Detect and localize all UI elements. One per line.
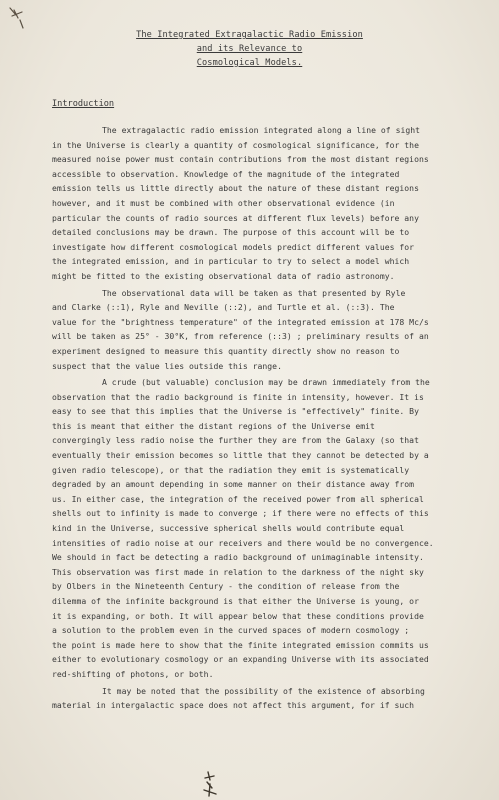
text-line: degraded by an amount depending in some manner on their distance away from xyxy=(52,479,415,490)
document-title xyxy=(0,28,499,70)
text-line: might be fitted to the existing observational data of radio astronomy. xyxy=(52,270,395,281)
text-line: the integrated emission, and in particular to try to select a model which xyxy=(52,256,410,267)
text-line: shells out to infinity is made to converge ; if there were no effects of this xyxy=(52,508,429,519)
text-line: a solution to the problem even in the curved spaces of modern cosmology ; xyxy=(52,625,410,636)
text-line: experiment designed to measure this quantity directly show no reason to xyxy=(52,345,400,356)
ink-mark-bottom xyxy=(196,770,226,798)
text-line: the point is made here to show that the finite integrated emission commits us xyxy=(52,639,429,650)
text-line: particular the counts of radio sources at different flux levels) before any xyxy=(52,212,419,223)
text-line: will be taken as 25° - 30°K, from reference (::3) ; preliminary results of an xyxy=(52,331,429,342)
text-line: A crude (but valuable) conclusion may be drawn immediately from the xyxy=(102,377,430,388)
text-line: intensities of radio noise at our receivers and there would be no convergence. xyxy=(52,537,434,548)
text-line: given radio telescope), or that the radiation they emit is systematically xyxy=(52,464,410,475)
text-line: The observational data will be taken as that presented by Ryle xyxy=(102,287,406,298)
text-line: The extragalactic radio emission integrated along a line of sight xyxy=(102,125,421,135)
text-line: by Olbers in the Nineteenth Century - the condition of release from the xyxy=(52,581,400,592)
section-heading: Introduction xyxy=(52,99,115,109)
text-line: suspect that the value lies outside this range. xyxy=(52,360,282,371)
text-line: It may be noted that the possibility of the existence of absorbing xyxy=(102,685,425,696)
text-line: material in intergalactic space does not affect this argument, for if such xyxy=(52,700,415,711)
title-line-3: Cosmological Models. xyxy=(196,58,303,68)
text-line: kind in the Universe, successive spherical shells would contribute equal xyxy=(52,523,405,534)
text-line: investigate how different cosmological models predict different values for xyxy=(52,241,415,252)
text-line: however, and it must be combined with other observational evidence (in xyxy=(52,197,395,208)
text-line: accessible to observation. Knowledge of the magnitude of the integrated xyxy=(52,168,400,179)
title-line-2: and its Relevance to xyxy=(196,44,303,54)
text-line: eventually their emission becomes so little that they cannot be detected by a xyxy=(52,450,429,461)
text-line: observation that the radio background is finite in intensity, however. It is xyxy=(52,391,424,402)
text-line: convergingly less radio noise the further they are from the Galaxy (so that xyxy=(52,435,419,446)
text-line: either to evolutionary cosmology or an expanding Universe with its associated xyxy=(52,654,429,665)
text-line: it is expanding, or both. It will appear below that these conditions provide xyxy=(52,610,424,621)
paragraph xyxy=(52,123,462,284)
text-line: this is meant that either the distant regions of the Universe emit xyxy=(52,420,375,431)
text-line: detailed conclusions may be drawn. The purpose of this account will be to xyxy=(52,227,410,238)
body-text xyxy=(52,123,462,713)
text-line: We should in fact be detecting a radio background of unimaginable intensity. xyxy=(52,552,424,563)
text-line: easy to see that this implies that the Universe is "effectively" finite. By xyxy=(52,406,419,417)
text-line: emission tells us little directly about the nature of these distant regions xyxy=(52,183,419,194)
text-line: us. In either case, the integration of the received power from all spherical xyxy=(52,493,424,504)
text-line: This observation was first made in relation to the darkness of the night sky xyxy=(52,566,424,577)
paragraph xyxy=(52,684,462,713)
text-line: and Clarke (::1), Ryle and Neville (::2), and Turtle et al. (::3). The xyxy=(52,302,395,313)
text-line: dilemma of the infinite background is that either the Universe is young, or xyxy=(52,596,419,606)
text-line: value for the "brightness temperature" of the integrated emission at 178 Mc/s xyxy=(52,316,429,327)
text-line: measured noise power must contain contributions from the most distant regions xyxy=(52,154,429,165)
title-line-1: The Integrated Extragalactic Radio Emission xyxy=(136,30,363,40)
paragraph xyxy=(52,286,462,374)
text-line: red-shifting of photons, or both. xyxy=(52,668,214,679)
text-line: in the Universe is clearly a quantity of cosmological significance, for the xyxy=(52,139,419,150)
paragraph xyxy=(52,375,462,681)
